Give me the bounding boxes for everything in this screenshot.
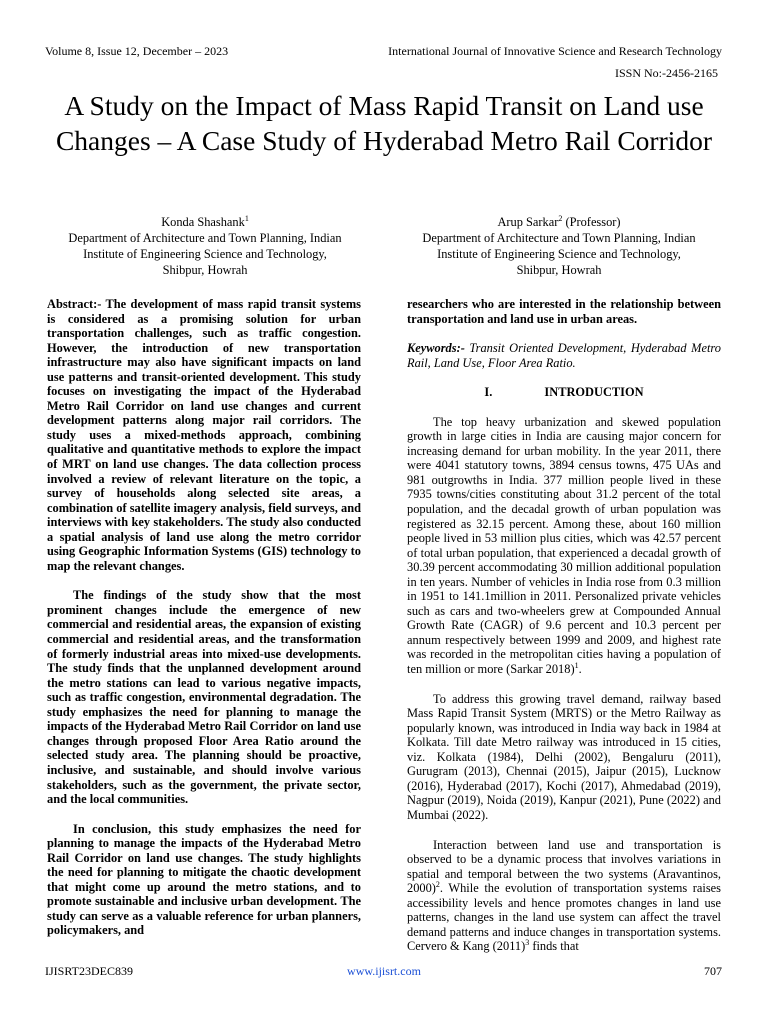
abstract-paragraph-3-continued: researchers who are interested in the relationship between transportation and land use in urban areas. [407,297,721,326]
paper-id: IJISRT23DEC839 [45,964,133,978]
journal-website [0,964,768,979]
author-affiliation-line: Institute of Engineering Science and Technology, [83,247,327,261]
paper-title: A Study on the Impact of Mass Rapid Transit on Land use Changes – A Case Study of Hyderabad Metro Rail Corridor [55,90,713,156]
author-superscript: 2 [558,213,563,223]
abstract-paragraph-2: The findings of the study show that the most prominent changes include the emergence of new commercial and residential areas, the expansion of existing commercial and residential areas, and the transformation of formerly industrial areas into mixed-use developments. The study finds that the unplanned development around the metro stations can lead to various negative impacts, such as traffic congestion, environmental degradation. The study emphasizes the need for planning to manage the impacts of the Hyderabad Metro Rail Corridor on land use changes through proposed Floor Area Ratio around the selected study area. The planning should be proactive, inclusive, and sustainable, and should involve various stakeholders, such as the government, the private sector, and the local communities. [47,588,361,807]
section-number: I. [484,385,493,400]
journal-name: International Journal of Innovative Science and Research Technology [388,44,722,58]
intro-paragraph-1: The top heavy urbanization and skewed population growth in large cities in India are causing major concern for increasing demand for urban mobility. In the year 2011, there were 4041 statutory towns, 3894 census towns, 475 UAs and 981 outgrowths in India. 377 million people lived in these 7935 towns/cities constituting about 31.2 percent of the total population, and the decadal growth of urban population was registered as 32.15 percent. Among these, about 160 million people lived in 53 million plus cities, which was 42.57 percent of total urban population, that experienced a decadal growth of 30.39 percent accommodating 30 million additional population in ten years. Number of vehicles in India rose from 0.3 million in 1951 to 141.1million in 2011. Personalized private vehicles such as cars and two-wheelers grew at Compounded Annual Growth Rate (CAGR) of 9.6 percent and 10.3 percent per annum respectively between 1999 and 2009, and highest rate was recorded in the metropolitan cities having a population of ten million or more (Sarkar 2018)$^1$. [407,414,721,677]
author-affiliation-line: Department of Architecture and Town Planning, Indian [422,231,696,245]
abstract-label: Abstract:- [47,297,102,311]
abstract-paragraph-1: Abstract:- The development of mass rapid transit systems is considered as a promising solution for urban transportation challenges, such as traffic congestion. However, the introduction of new transportation infrastructure may also have significant impacts on land use patterns and transit-oriented development. This study focuses on investigating the impact of the Hyderabad Metro Rail Corridor on land use changes and current development patterns along major rail corridors. The study uses a mixed-methods approach, combining qualitative and quantitative methods to explore the impact of MRT on land use changes. The data collection process involved a review of relevant literature on the topic, a survey of households along selected site areas, a combination of satellite imagery analysis, field surveys, and interviews with key stakeholders. The study also conducted a spatial analysis of land use along the metro corridor using Geographic Information Systems (GIS) technology to map the relevant changes. [47,297,361,573]
journal-website-link[interactable]: www.ijisrt.com [347,964,421,978]
left-column [47,297,361,938]
intro-paragraph-3: Interaction between land use and transportation is observed to be a dynamic process that involves variations in spatial and temporal between the two systems (Aravantinos, 2000)$^2$. While the evolution of transportation systems raises accessibility levels and hence promotes changes in land use patterns, changes in the land use system can affect the travel demand patterns and induce changes in transportation systems. Cervero & Kang $(2011)^3$ finds that [407,837,721,954]
author-name: Arup Sarkar$^2$ (Professor) [497,213,621,229]
author-affiliation-line: Shibpur, Howrah [162,263,248,277]
keywords-label: Keywords:- [407,341,465,356]
author-affiliation-line: Shibpur, Howrah [516,263,602,277]
issn-number: ISSN No:-2456-2165 [614,66,718,80]
intro-paragraph-2: To address this growing travel demand, railway based Mass Rapid Transit System (MRTS) or the Metro Railway as popularly known, was introduced in India way back in 1984 at Kolkata. Till date Metro railway was introduced in 15 cities, viz. Kolkata (1984), Delhi (2002), Bengaluru (2011), Gurugram (2013), Chennai (2015), Jaipur (2015), Lucknow (2016), Hyderabad (2017), Kochi (2017), Ahmedabad (2019), Nagpur (2019), Noida (2019), Kanpur (2021), Pune (2022) and Mumbai (2022). [407,691,721,822]
journal-volume: Volume 8, Issue 12, December – 2023 [45,44,229,58]
section-heading [407,385,721,400]
author-block-1 [40,214,370,278]
author-name: Konda Shashank$^1$ [161,213,249,229]
author-block-2 [394,214,724,278]
abstract-paragraph-3: In conclusion, this study emphasizes the need for planning to manage the impacts of the Hyderabad Metro Rail Corridor on land use changes. The study highlights the need for planning to mitigate the chaotic development that might come up around the metro stations, and to promote sustainable and inclusive urban development. The study can serve as a valuable reference for urban planners, policymakers, and [47,821,361,938]
keywords: Keywords:- Transit Oriented Development, Hyderabad Metro Rail, Land Use, Floor Area Ratio. [407,341,721,370]
author-affiliation-line: Department of Architecture and Town Planning, Indian [68,231,342,245]
right-column [407,297,721,954]
section-title: INTRODUCTION [544,385,644,400]
author-superscript: 1 [244,213,249,223]
page-number: 707 [704,964,722,978]
author-affiliation-line: Institute of Engineering Science and Technology, [437,247,681,261]
